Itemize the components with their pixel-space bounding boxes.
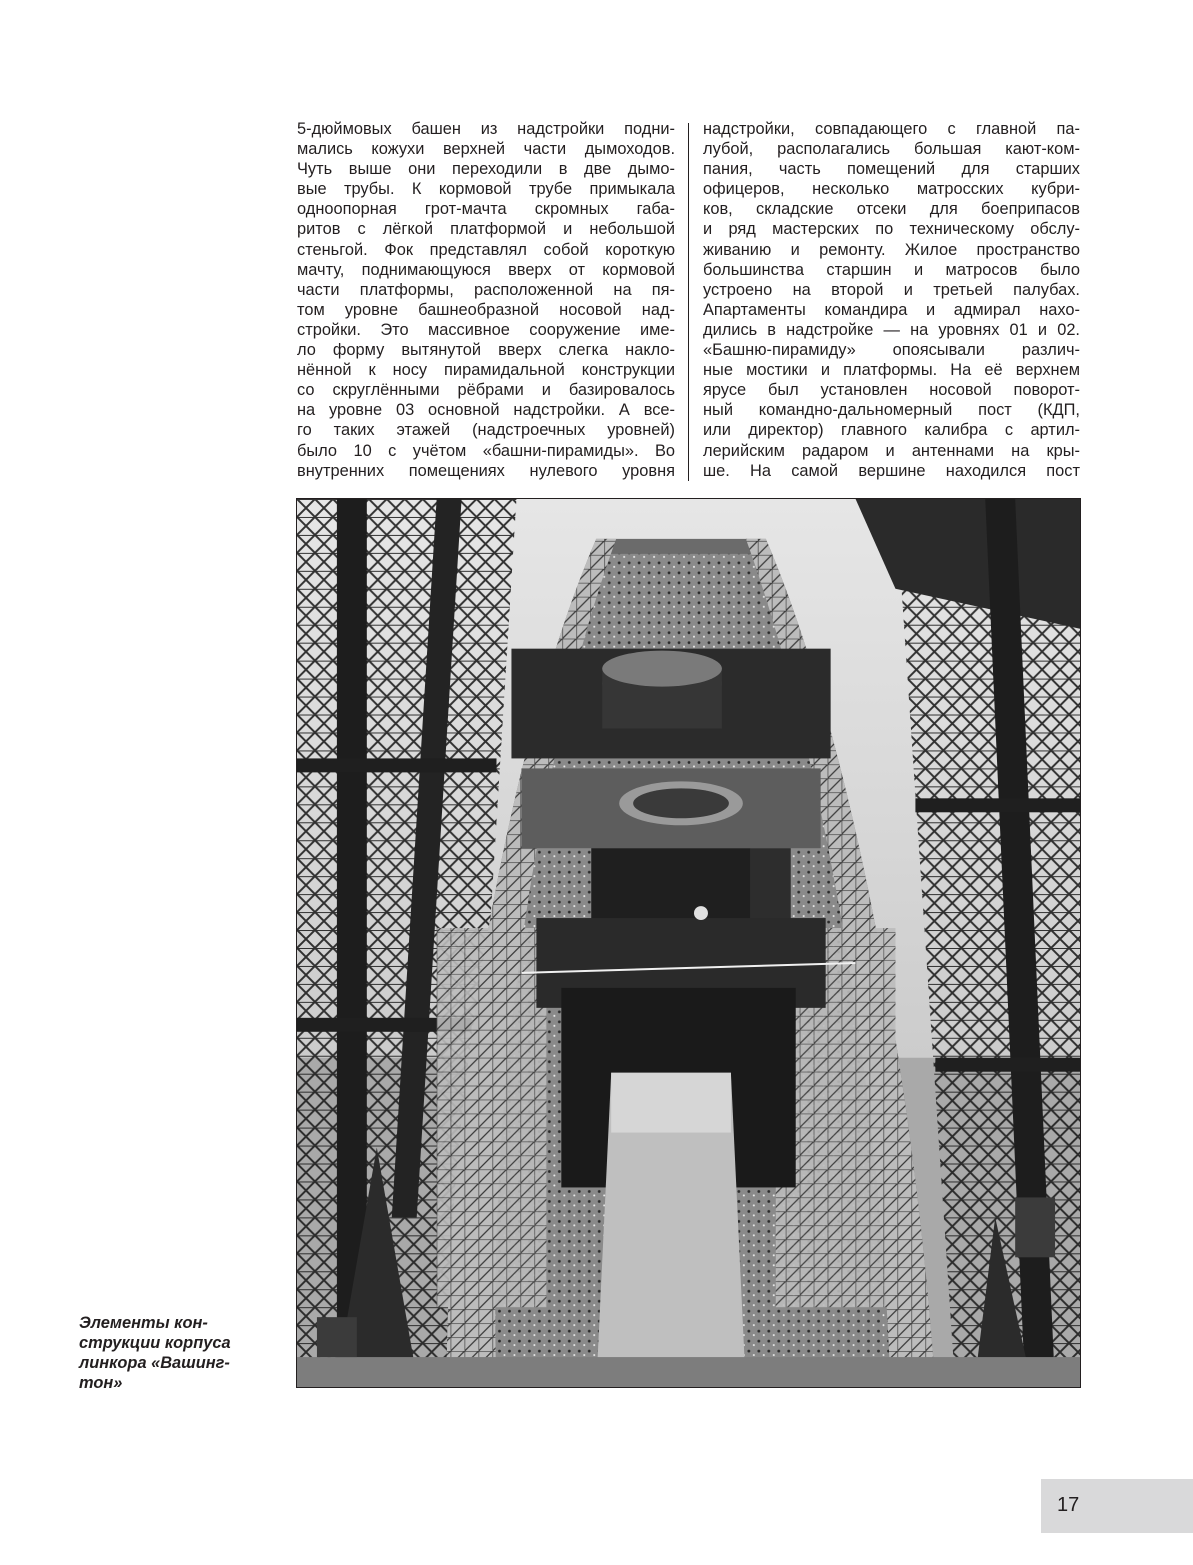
text-line: надстройки, совпадающего с главной па- [703, 120, 1080, 138]
text-line: со скруглёнными рёбрами и базировалось [297, 381, 675, 400]
caption-line: линкора «Вашинг- [79, 1354, 230, 1372]
text-line: ные мостики и платформы. На её верхнем [703, 361, 1080, 380]
text-line: том уровне башнеобразной носовой над- [297, 300, 675, 319]
text-line: одноопорная грот-мачта скромных габа- [297, 200, 675, 219]
caption-line: струкции корпуса [79, 1334, 231, 1352]
text-line: внутренних помещениях нулевого уровня [297, 461, 675, 480]
page-number: 17 [1057, 1494, 1080, 1516]
text-line: «Башню-пирамиду» опоясывали различ- [703, 341, 1080, 360]
text-line: 5-дюймовых башен из надстройки подни- [297, 120, 675, 138]
text-line: было 10 с учётом «башни-пирамиды». Во [297, 441, 675, 460]
text-line: вые трубы. К кормовой трубе примыкала [297, 180, 675, 199]
text-line: ло форму вытянутой вверх слегка накло- [297, 341, 675, 360]
text-line: мались кожухи верхней части дымоходов. [297, 140, 675, 159]
text-line: нённой к носу пирамидальной конструкции [297, 361, 675, 380]
text-line: живанию и ремонту. Жилое пространство [703, 240, 1080, 259]
text-column-left [297, 119, 675, 481]
text-line: дились в надстройке — на уровнях 01 и 02. [703, 320, 1080, 339]
text-line: офицеров, несколько матросских кубри- [703, 180, 1080, 199]
text-line: части платформы, расположенной на пя- [297, 280, 675, 299]
text-line: и ряд мастерских по техническому обслу- [703, 220, 1080, 239]
page-number-tab [1041, 1479, 1193, 1533]
text-line: ше. На самой вершине находился пост [703, 461, 1080, 480]
text-line: стеньгой. Фок представлял собой короткую [297, 240, 675, 259]
text-line: стройки. Это массивное сооружение име- [297, 320, 675, 339]
text-line: или директор) главного калибра с артил- [703, 421, 1080, 440]
text-line: лубой, располагались большая кают-ком- [703, 140, 1080, 159]
text-line: Чуть выше они переходили в две дымо- [297, 160, 675, 179]
caption-line: Элементы кон- [79, 1314, 208, 1332]
text-line: пания, часть помещений для старших [703, 160, 1080, 179]
column-divider [688, 123, 689, 481]
text-line: ков, складские отсеки для боеприпасов [703, 200, 1080, 219]
text-line: Апартаменты командира и адмирал нахо- [703, 300, 1080, 319]
caption-line: тон» [79, 1374, 123, 1392]
text-line: мачту, поднимающуюся вверх от кормовой [297, 260, 675, 279]
text-line: устроено на второй и третьей палубах. [703, 280, 1080, 299]
text-line: лерийским радаром и антеннами на кры- [703, 441, 1080, 460]
text-line: ритов с лёгкой платформой и небольшой [297, 220, 675, 239]
text-line: на уровне 03 основной надстройки. А все- [297, 401, 675, 420]
text-line: большинства старшин и матросов было [703, 260, 1080, 279]
photo-battleship-hull-construction [296, 498, 1081, 1388]
photo-illustration [297, 499, 1080, 1387]
text-line: ный командно-дальномерный пост (КДП, [703, 401, 1080, 420]
text-line: го таких этажей (надстроечных уровней) [297, 421, 675, 440]
figure-caption [79, 1313, 259, 1393]
text-line: ярусе был установлен носовой поворот- [703, 381, 1080, 400]
text-column-right [703, 119, 1080, 481]
